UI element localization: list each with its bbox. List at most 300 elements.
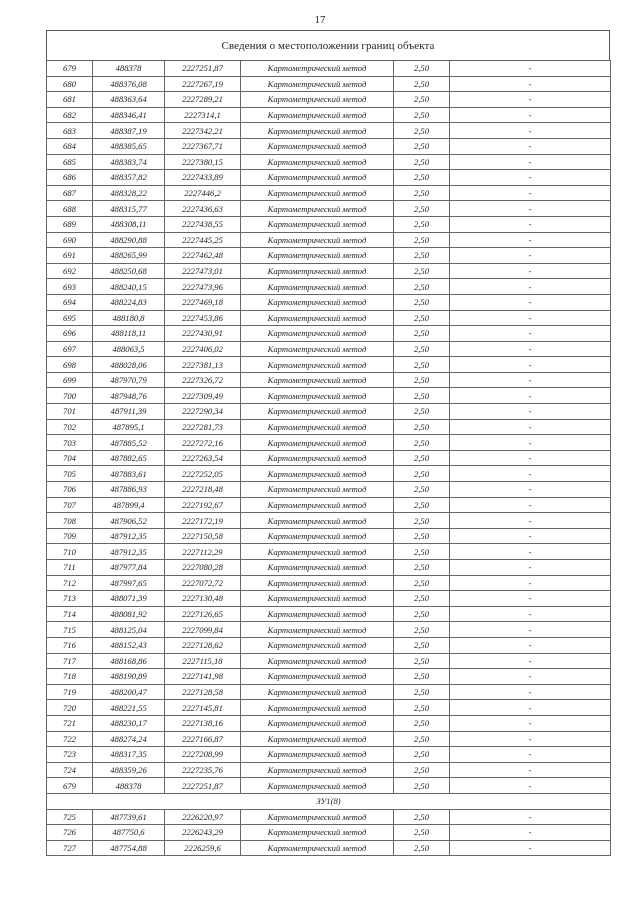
accuracy-cell: 2,50 [394, 372, 450, 388]
table-row [47, 591, 611, 607]
method-cell: Картометрический метод [241, 762, 394, 778]
method-cell: Картометрический метод [241, 123, 394, 139]
y-coordinate-cell: 2227446,2 [165, 185, 241, 201]
point-number-cell: 681 [47, 92, 93, 108]
accuracy-cell: 2,50 [394, 606, 450, 622]
table-row [47, 637, 611, 653]
point-number-cell: 693 [47, 279, 93, 295]
table-row [47, 123, 611, 139]
coordinates-table [46, 60, 611, 856]
table-row [47, 341, 611, 357]
accuracy-cell: 2,50 [394, 653, 450, 669]
y-coordinate-cell: 2227112,29 [165, 544, 241, 560]
accuracy-cell: 2,50 [394, 232, 450, 248]
description-cell: - [450, 248, 611, 264]
accuracy-cell: 2,50 [394, 575, 450, 591]
description-cell: - [450, 809, 611, 825]
method-cell: Картометрический метод [241, 419, 394, 435]
point-number-cell: 694 [47, 294, 93, 310]
accuracy-cell: 2,50 [394, 201, 450, 217]
accuracy-cell: 2,50 [394, 248, 450, 264]
method-cell: Картометрический метод [241, 637, 394, 653]
accuracy-cell: 2,50 [394, 482, 450, 498]
table-row [47, 419, 611, 435]
x-coordinate-cell: 488190,89 [93, 669, 165, 685]
method-cell: Картометрический метод [241, 341, 394, 357]
x-coordinate-cell: 487948,76 [93, 388, 165, 404]
table-row [47, 497, 611, 513]
accuracy-cell: 2,50 [394, 560, 450, 576]
table-row [47, 731, 611, 747]
x-coordinate-cell: 488317,35 [93, 747, 165, 763]
table-row [47, 466, 611, 482]
table-row [47, 107, 611, 123]
accuracy-cell: 2,50 [394, 61, 450, 77]
point-number-cell: 711 [47, 560, 93, 576]
description-cell: - [450, 731, 611, 747]
method-cell: Картометрический метод [241, 747, 394, 763]
accuracy-cell: 2,50 [394, 466, 450, 482]
description-cell: - [450, 747, 611, 763]
method-cell: Картометрический метод [241, 528, 394, 544]
point-number-cell: 712 [47, 575, 93, 591]
description-cell: - [450, 326, 611, 342]
y-coordinate-cell: 2227126,65 [165, 606, 241, 622]
point-number-cell: 680 [47, 76, 93, 92]
description-cell: - [450, 76, 611, 92]
y-coordinate-cell: 2227473,01 [165, 263, 241, 279]
description-cell: - [450, 466, 611, 482]
description-cell: - [450, 560, 611, 576]
table-row [47, 669, 611, 685]
point-number-cell: 716 [47, 637, 93, 653]
table-row [47, 747, 611, 763]
table-row [47, 482, 611, 498]
point-number-cell: 698 [47, 357, 93, 373]
description-cell: - [450, 497, 611, 513]
accuracy-cell: 2,50 [394, 170, 450, 186]
accuracy-cell: 2,50 [394, 637, 450, 653]
y-coordinate-cell: 2226259,6 [165, 840, 241, 856]
x-coordinate-cell: 488378 [93, 61, 165, 77]
point-number-cell: 714 [47, 606, 93, 622]
table-row [47, 606, 611, 622]
y-coordinate-cell: 2227430,91 [165, 326, 241, 342]
point-number-cell: 724 [47, 762, 93, 778]
y-coordinate-cell: 2227141,98 [165, 669, 241, 685]
point-number-cell: 689 [47, 216, 93, 232]
method-cell: Картометрический метод [241, 435, 394, 451]
method-cell: Картометрический метод [241, 778, 394, 794]
description-cell: - [450, 216, 611, 232]
y-coordinate-cell: 2227289,21 [165, 92, 241, 108]
y-coordinate-cell: 2227453,86 [165, 310, 241, 326]
table-row [47, 622, 611, 638]
method-cell: Картометрический метод [241, 216, 394, 232]
y-coordinate-cell: 2227145,81 [165, 700, 241, 716]
method-cell: Картометрический метод [241, 326, 394, 342]
y-coordinate-cell: 2227438,55 [165, 216, 241, 232]
y-coordinate-cell: 2227080,28 [165, 560, 241, 576]
x-coordinate-cell: 488180,8 [93, 310, 165, 326]
x-coordinate-cell: 488200,47 [93, 684, 165, 700]
accuracy-cell: 2,50 [394, 294, 450, 310]
y-coordinate-cell: 2227473,96 [165, 279, 241, 295]
method-cell: Картометрический метод [241, 357, 394, 373]
x-coordinate-cell: 488230,17 [93, 715, 165, 731]
y-coordinate-cell: 2227433,89 [165, 170, 241, 186]
description-cell: - [450, 482, 611, 498]
table-row [47, 76, 611, 92]
x-coordinate-cell: 488383,74 [93, 154, 165, 170]
x-coordinate-cell: 488308,11 [93, 216, 165, 232]
accuracy-cell: 2,50 [394, 263, 450, 279]
y-coordinate-cell: 2227192,67 [165, 497, 241, 513]
table-row [47, 232, 611, 248]
method-cell: Картометрический метод [241, 575, 394, 591]
x-coordinate-cell: 487886,93 [93, 482, 165, 498]
description-cell: - [450, 279, 611, 295]
description-cell: - [450, 575, 611, 591]
method-cell: Картометрический метод [241, 154, 394, 170]
accuracy-cell: 2,50 [394, 809, 450, 825]
accuracy-cell: 2,50 [394, 700, 450, 716]
method-cell: Картометрический метод [241, 450, 394, 466]
point-number-cell: 710 [47, 544, 93, 560]
description-cell: - [450, 825, 611, 841]
accuracy-cell: 2,50 [394, 825, 450, 841]
point-number-cell: 687 [47, 185, 93, 201]
table-row [47, 809, 611, 825]
point-number-cell: 702 [47, 419, 93, 435]
table-row [47, 404, 611, 420]
table-row [47, 201, 611, 217]
table-row [47, 61, 611, 77]
accuracy-cell: 2,50 [394, 92, 450, 108]
y-coordinate-cell: 2227208,99 [165, 747, 241, 763]
point-number-cell: 683 [47, 123, 93, 139]
description-cell: - [450, 419, 611, 435]
x-coordinate-cell: 488125,04 [93, 622, 165, 638]
method-cell: Картометрический метод [241, 840, 394, 856]
y-coordinate-cell: 2227380,15 [165, 154, 241, 170]
x-coordinate-cell: 488385,65 [93, 138, 165, 154]
point-number-cell: 679 [47, 61, 93, 77]
y-coordinate-cell: 2227099,84 [165, 622, 241, 638]
y-coordinate-cell: 2227128,62 [165, 637, 241, 653]
description-cell: - [450, 310, 611, 326]
x-coordinate-cell: 487754,88 [93, 840, 165, 856]
x-coordinate-cell: 487912,35 [93, 544, 165, 560]
method-cell: Картометрический метод [241, 372, 394, 388]
y-coordinate-cell: 2227138,16 [165, 715, 241, 731]
accuracy-cell: 2,50 [394, 528, 450, 544]
table-row [47, 154, 611, 170]
description-cell: - [450, 840, 611, 856]
y-coordinate-cell: 2227251,87 [165, 778, 241, 794]
point-number-cell: 709 [47, 528, 93, 544]
description-cell: - [450, 528, 611, 544]
y-coordinate-cell: 2227130,48 [165, 591, 241, 607]
method-cell: Картометрический метод [241, 653, 394, 669]
description-cell: - [450, 201, 611, 217]
x-coordinate-cell: 488168,86 [93, 653, 165, 669]
x-coordinate-cell: 488315,77 [93, 201, 165, 217]
point-number-cell: 726 [47, 825, 93, 841]
table-row [47, 310, 611, 326]
point-number-cell: 706 [47, 482, 93, 498]
method-cell: Картометрический метод [241, 825, 394, 841]
method-cell: Картометрический метод [241, 809, 394, 825]
description-cell: - [450, 715, 611, 731]
method-cell: Картометрический метод [241, 310, 394, 326]
table-row [47, 372, 611, 388]
x-coordinate-cell: 487750,6 [93, 825, 165, 841]
x-coordinate-cell: 488028,06 [93, 357, 165, 373]
x-coordinate-cell: 488071,39 [93, 591, 165, 607]
x-coordinate-cell: 488152,43 [93, 637, 165, 653]
accuracy-cell: 2,50 [394, 684, 450, 700]
description-cell: - [450, 606, 611, 622]
method-cell: Картометрический метод [241, 92, 394, 108]
description-cell: - [450, 357, 611, 373]
table-row [47, 388, 611, 404]
method-cell: Картометрический метод [241, 669, 394, 685]
x-coordinate-cell: 488357,82 [93, 170, 165, 186]
point-number-cell: 707 [47, 497, 93, 513]
description-cell: - [450, 544, 611, 560]
description-cell: - [450, 107, 611, 123]
table-row [47, 825, 611, 841]
method-cell: Картометрический метод [241, 294, 394, 310]
y-coordinate-cell: 2227150,58 [165, 528, 241, 544]
x-coordinate-cell: 488378 [93, 778, 165, 794]
method-cell: Картометрический метод [241, 700, 394, 716]
x-coordinate-cell: 488081,92 [93, 606, 165, 622]
description-cell: - [450, 762, 611, 778]
method-cell: Картометрический метод [241, 138, 394, 154]
description-cell: - [450, 684, 611, 700]
table-row [47, 216, 611, 232]
method-cell: Картометрический метод [241, 61, 394, 77]
point-number-cell: 721 [47, 715, 93, 731]
description-cell: - [450, 435, 611, 451]
point-number-cell: 696 [47, 326, 93, 342]
description-cell: - [450, 669, 611, 685]
x-coordinate-cell: 488290,88 [93, 232, 165, 248]
method-cell: Картометрический метод [241, 622, 394, 638]
method-cell: Картометрический метод [241, 107, 394, 123]
accuracy-cell: 2,50 [394, 107, 450, 123]
point-number-cell: 684 [47, 138, 93, 154]
method-cell: Картометрический метод [241, 482, 394, 498]
table-row [47, 575, 611, 591]
description-cell: - [450, 123, 611, 139]
accuracy-cell: 2,50 [394, 216, 450, 232]
method-cell: Картометрический метод [241, 232, 394, 248]
description-cell: - [450, 388, 611, 404]
point-number-cell: 704 [47, 450, 93, 466]
description-cell: - [450, 622, 611, 638]
x-coordinate-cell: 488376,08 [93, 76, 165, 92]
y-coordinate-cell: 2227342,21 [165, 123, 241, 139]
description-cell: - [450, 372, 611, 388]
y-coordinate-cell: 2227172,19 [165, 513, 241, 529]
y-coordinate-cell: 2227445,25 [165, 232, 241, 248]
x-coordinate-cell: 488221,55 [93, 700, 165, 716]
point-number-cell: 699 [47, 372, 93, 388]
x-coordinate-cell: 488359,26 [93, 762, 165, 778]
table-row [47, 778, 611, 794]
point-number-cell: 720 [47, 700, 93, 716]
accuracy-cell: 2,50 [394, 762, 450, 778]
description-cell: - [450, 700, 611, 716]
y-coordinate-cell: 2227218,48 [165, 482, 241, 498]
description-cell: - [450, 61, 611, 77]
accuracy-cell: 2,50 [394, 310, 450, 326]
point-number-cell: 727 [47, 840, 93, 856]
table-row [47, 684, 611, 700]
y-coordinate-cell: 2226220,97 [165, 809, 241, 825]
x-coordinate-cell: 487885,52 [93, 435, 165, 451]
y-coordinate-cell: 2227314,1 [165, 107, 241, 123]
method-cell: Картометрический метод [241, 513, 394, 529]
point-number-cell: 718 [47, 669, 93, 685]
x-coordinate-cell: 487911,39 [93, 404, 165, 420]
accuracy-cell: 2,50 [394, 185, 450, 201]
description-cell: - [450, 341, 611, 357]
table-row [47, 513, 611, 529]
table-row [47, 92, 611, 108]
table-row [47, 715, 611, 731]
accuracy-cell: 2,50 [394, 778, 450, 794]
method-cell: Картометрический метод [241, 544, 394, 560]
point-number-cell: 723 [47, 747, 93, 763]
y-coordinate-cell: 2227251,87 [165, 61, 241, 77]
method-cell: Картометрический метод [241, 560, 394, 576]
table-row [47, 528, 611, 544]
y-coordinate-cell: 2227326,72 [165, 372, 241, 388]
x-coordinate-cell: 487977,84 [93, 560, 165, 576]
accuracy-cell: 2,50 [394, 357, 450, 373]
point-number-cell: 690 [47, 232, 93, 248]
table-row [47, 279, 611, 295]
accuracy-cell: 2,50 [394, 76, 450, 92]
x-coordinate-cell: 487895,1 [93, 419, 165, 435]
point-number-cell: 713 [47, 591, 93, 607]
description-cell: - [450, 294, 611, 310]
y-coordinate-cell: 2227166,87 [165, 731, 241, 747]
y-coordinate-cell: 2227128,58 [165, 684, 241, 700]
description-cell: - [450, 154, 611, 170]
accuracy-cell: 2,50 [394, 326, 450, 342]
y-coordinate-cell: 2227309,49 [165, 388, 241, 404]
x-coordinate-cell: 488387,19 [93, 123, 165, 139]
x-coordinate-cell: 488328,22 [93, 185, 165, 201]
table-row [47, 435, 611, 451]
accuracy-cell: 2,50 [394, 513, 450, 529]
table-row [47, 700, 611, 716]
accuracy-cell: 2,50 [394, 404, 450, 420]
description-cell: - [450, 138, 611, 154]
x-coordinate-cell: 487912,35 [93, 528, 165, 544]
coordinates-sheet [46, 30, 610, 856]
x-coordinate-cell: 488063,5 [93, 341, 165, 357]
accuracy-cell: 2,50 [394, 154, 450, 170]
y-coordinate-cell: 2227469,18 [165, 294, 241, 310]
x-coordinate-cell: 487739,61 [93, 809, 165, 825]
point-number-cell: 697 [47, 341, 93, 357]
method-cell: Картометрический метод [241, 76, 394, 92]
accuracy-cell: 2,50 [394, 341, 450, 357]
description-cell: - [450, 232, 611, 248]
table-row [47, 840, 611, 856]
point-number-cell: 717 [47, 653, 93, 669]
x-coordinate-cell: 488250,68 [93, 263, 165, 279]
accuracy-cell: 2,50 [394, 840, 450, 856]
y-coordinate-cell: 2227381,13 [165, 357, 241, 373]
accuracy-cell: 2,50 [394, 669, 450, 685]
table-row [47, 185, 611, 201]
x-coordinate-cell: 488265,99 [93, 248, 165, 264]
point-number-cell: 686 [47, 170, 93, 186]
accuracy-cell: 2,50 [394, 279, 450, 295]
section-heading: Сведения о местоположении границ объекта [46, 30, 610, 60]
description-cell: - [450, 653, 611, 669]
point-number-cell: 722 [47, 731, 93, 747]
y-coordinate-cell: 2227290,34 [165, 404, 241, 420]
table-row [47, 170, 611, 186]
table-row [47, 357, 611, 373]
x-coordinate-cell: 487970,79 [93, 372, 165, 388]
table-row [47, 560, 611, 576]
accuracy-cell: 2,50 [394, 622, 450, 638]
x-coordinate-cell: 487883,61 [93, 466, 165, 482]
point-number-cell: 695 [47, 310, 93, 326]
x-coordinate-cell: 487899,4 [93, 497, 165, 513]
description-cell: - [450, 263, 611, 279]
y-coordinate-cell: 2227272,16 [165, 435, 241, 451]
point-number-cell: 703 [47, 435, 93, 451]
accuracy-cell: 2,50 [394, 497, 450, 513]
method-cell: Картометрический метод [241, 497, 394, 513]
method-cell: Картометрический метод [241, 715, 394, 731]
accuracy-cell: 2,50 [394, 388, 450, 404]
table-row [47, 653, 611, 669]
section-label: ЗУ1(8) [47, 793, 611, 809]
method-cell: Картометрический метод [241, 684, 394, 700]
table-row [47, 544, 611, 560]
table-row [47, 263, 611, 279]
accuracy-cell: 2,50 [394, 123, 450, 139]
accuracy-cell: 2,50 [394, 419, 450, 435]
method-cell: Картометрический метод [241, 466, 394, 482]
accuracy-cell: 2,50 [394, 138, 450, 154]
accuracy-cell: 2,50 [394, 591, 450, 607]
method-cell: Картометрический метод [241, 404, 394, 420]
x-coordinate-cell: 488363,64 [93, 92, 165, 108]
description-cell: - [450, 591, 611, 607]
x-coordinate-cell: 488240,15 [93, 279, 165, 295]
point-number-cell: 719 [47, 684, 93, 700]
x-coordinate-cell: 488224,83 [93, 294, 165, 310]
point-number-cell: 701 [47, 404, 93, 420]
point-number-cell: 692 [47, 263, 93, 279]
y-coordinate-cell: 2226243,29 [165, 825, 241, 841]
point-number-cell: 682 [47, 107, 93, 123]
method-cell: Картометрический метод [241, 591, 394, 607]
table-row [47, 762, 611, 778]
